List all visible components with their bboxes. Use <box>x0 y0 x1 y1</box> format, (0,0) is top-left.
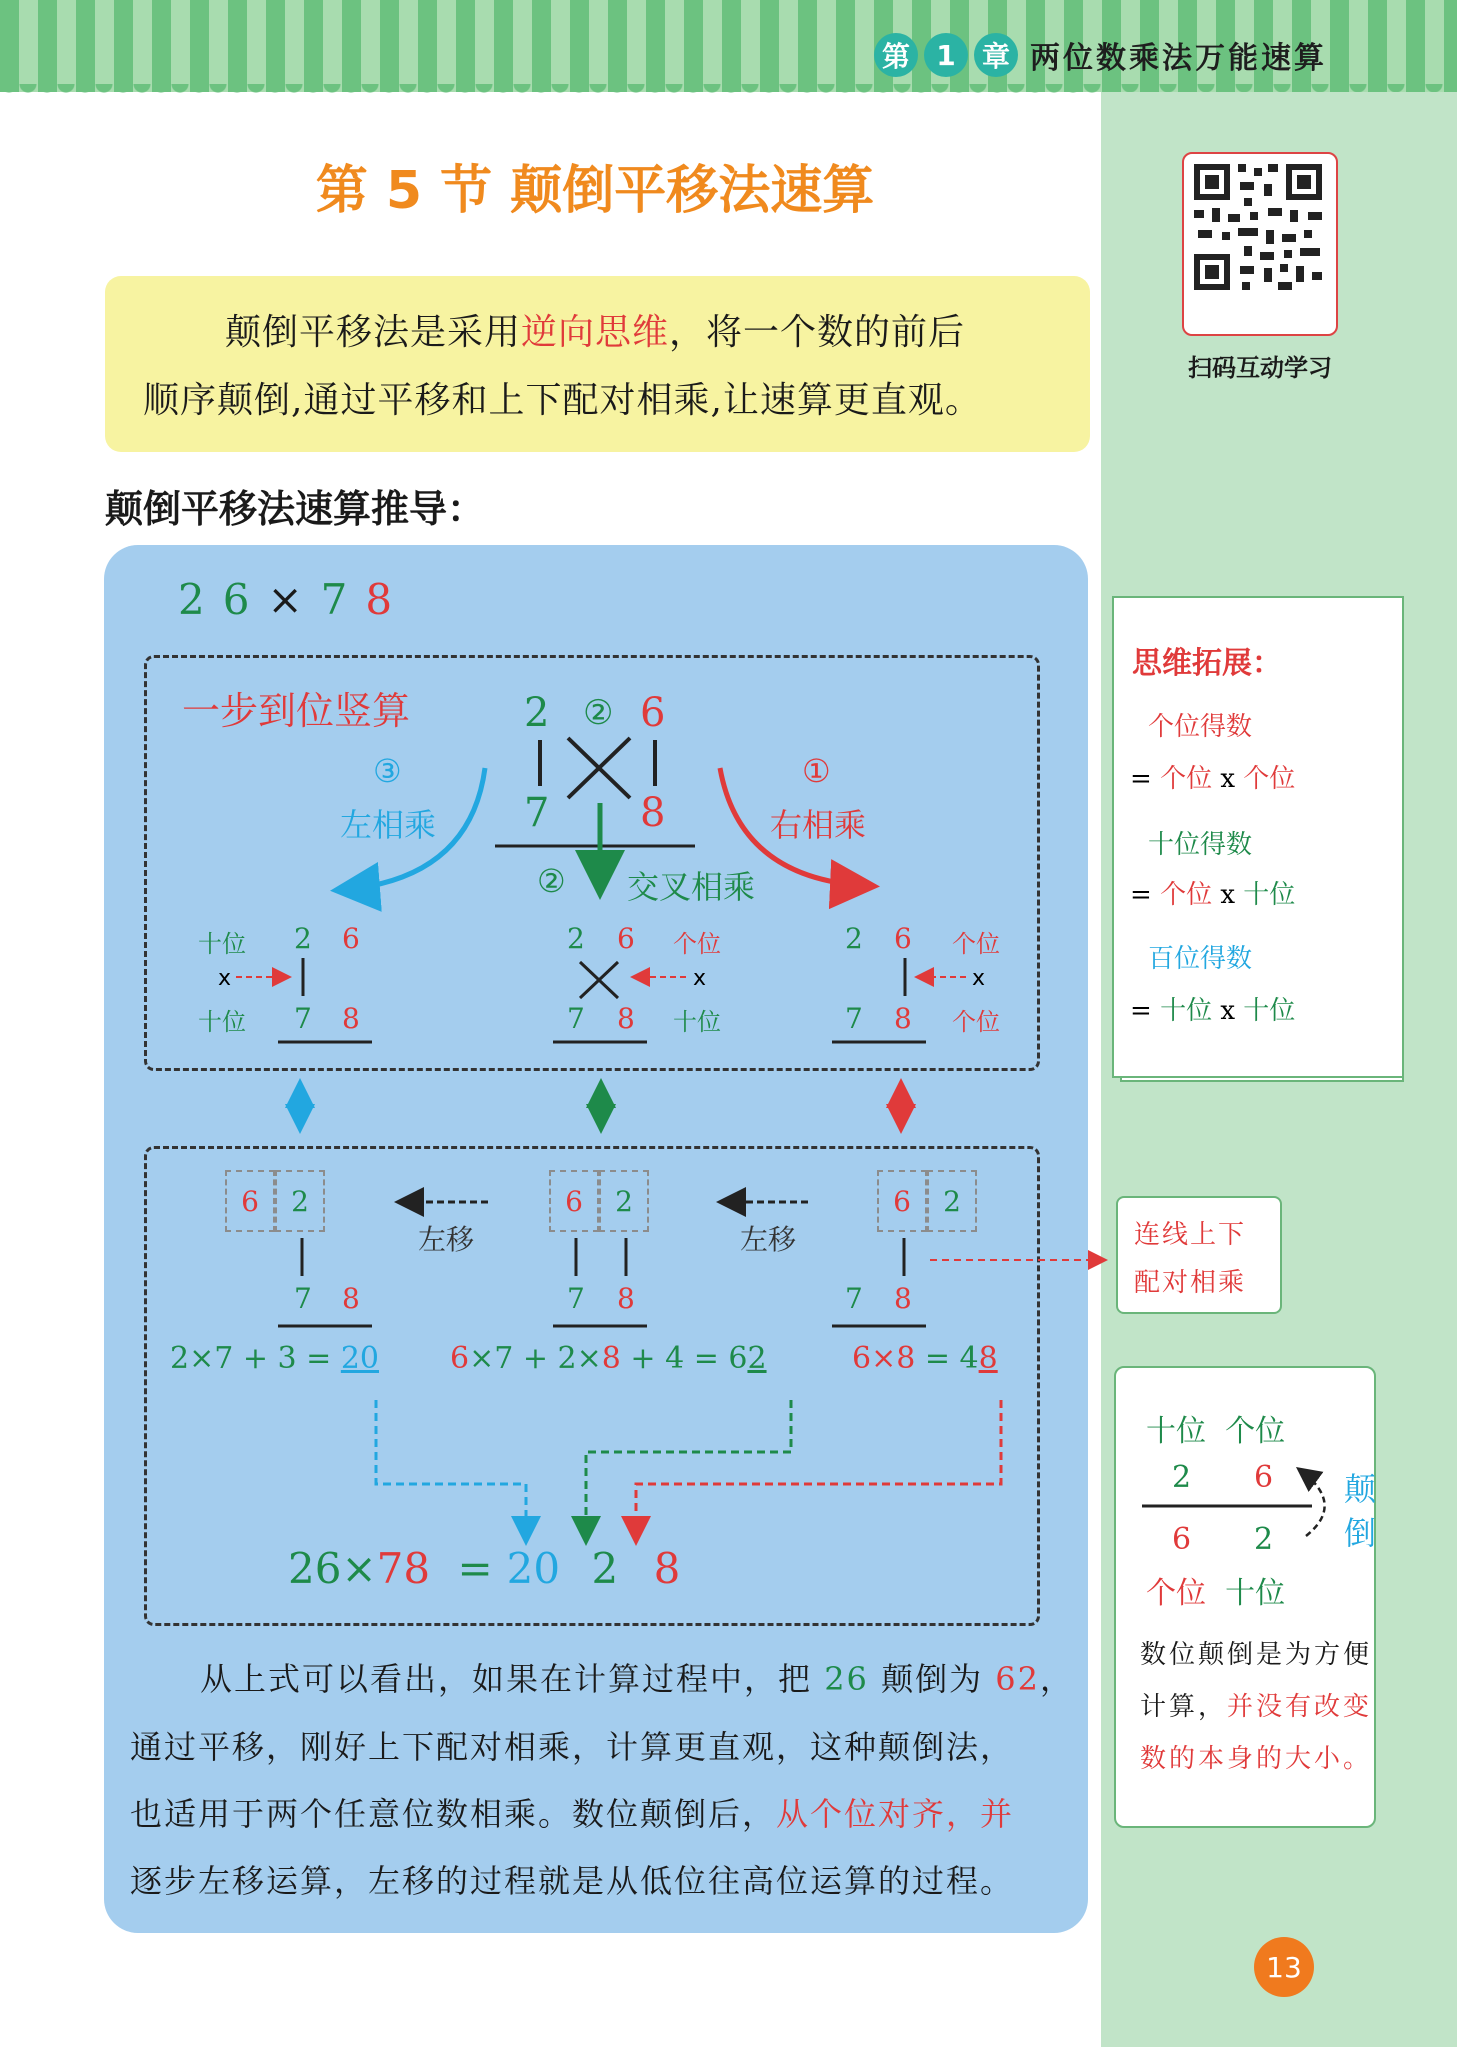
hundreds-result-label: 百位得数 <box>1148 944 1253 974</box>
digit: 6 <box>1254 1460 1274 1495</box>
formula-text: 十位 <box>1243 996 1296 1026</box>
intro-line-2: 顺序颠倒,通过平移和上下配对相乘,让速算更直观。 <box>143 380 982 421</box>
bottom-digit-ones: 8 <box>640 790 666 836</box>
digit: 26 <box>288 1544 342 1593</box>
formula-text: x <box>1212 996 1244 1026</box>
digit: 6 <box>342 922 360 955</box>
intro-text: ，将一个数的前后 <box>669 312 966 353</box>
tens-header: 十位 <box>1146 1414 1206 1449</box>
cross-multiply-label: 交叉相乘 <box>627 868 756 906</box>
multiply-x: x <box>218 966 232 991</box>
paragraph-number: 62 <box>995 1660 1040 1698</box>
formula-text: 十位 <box>1160 996 1213 1026</box>
derivation-heading: 颠倒平移法速算推导： <box>105 487 486 531</box>
paragraph-line-4: 逐步左移运算，左移的过程就是从低位往高位运算的过程。 <box>130 1862 1015 1900</box>
tens-label: 十位 <box>198 930 246 958</box>
multiply-x: x <box>693 966 707 991</box>
paragraph-text: ， <box>1039 1660 1074 1698</box>
result-tens: 2 <box>591 1544 619 1593</box>
multiply-x: x <box>972 966 986 991</box>
note-text: 计算， <box>1140 1692 1228 1722</box>
cross-step-marker: ② <box>583 693 614 733</box>
tens-label: 十位 <box>198 1008 246 1036</box>
reverse-note-1: 数位颠倒是为方便 <box>1140 1640 1373 1670</box>
digit: 7 <box>294 1282 312 1315</box>
top-digit-tens: 2 <box>524 690 550 736</box>
digit: 8 <box>617 1282 635 1315</box>
digit: 2 <box>1172 1460 1192 1495</box>
digit: 2 <box>567 922 585 955</box>
equation-text: 2×7 + 3 = <box>170 1341 341 1376</box>
top-digit-ones: 6 <box>640 690 666 736</box>
tip-card-title: 思维拓展： <box>1132 646 1282 681</box>
digit: 78 <box>376 1544 431 1593</box>
result-ones: 8 <box>653 1544 681 1593</box>
hundreds-formula <box>1130 990 1295 1027</box>
bottom-digit-tens: 7 <box>524 790 550 836</box>
reversed-digit-cell: 6 <box>877 1170 927 1232</box>
reverse-note-2 <box>1140 1686 1372 1723</box>
equation-text: = 4 <box>915 1341 979 1376</box>
digit: 8 <box>894 1002 912 1035</box>
tens-label: 十位 <box>673 1008 721 1036</box>
ones-footer: 个位 <box>1146 1576 1206 1611</box>
intro-text: 颠倒平移法是采用 <box>225 312 522 353</box>
times-sign: × <box>341 1544 377 1593</box>
digit: 6 <box>617 922 635 955</box>
pairing-line-1: 连线上下 <box>1134 1220 1247 1250</box>
reverse-char-2: 倒 <box>1344 1514 1377 1552</box>
equation-text: 6 <box>450 1341 470 1376</box>
formula-text: 个位 <box>1243 764 1296 794</box>
reversed-digit-cell: 2 <box>599 1170 649 1232</box>
tens-footer: 十位 <box>1225 1576 1286 1611</box>
digit: 7 <box>320 575 366 624</box>
equation-text: + 4 = 6 <box>620 1341 748 1376</box>
reverse-arrow <box>1114 1366 1372 1626</box>
times-sign: × <box>267 575 321 624</box>
cross-step-number: ② <box>537 862 566 900</box>
digit: 6 <box>894 922 912 955</box>
equation-result: 20 <box>340 1341 380 1376</box>
shift-left-label: 左移 <box>740 1223 797 1256</box>
formula-text: = <box>1130 764 1161 794</box>
reversed-digit-cell: 6 <box>549 1170 599 1232</box>
intro-highlight: 逆向思维 <box>521 312 670 353</box>
digit: 2 <box>178 575 223 624</box>
equation-text: 2× <box>557 1341 602 1376</box>
chapter-suffix: 章 <box>974 33 1018 77</box>
pairing-line-2: 配对相乘 <box>1134 1268 1247 1298</box>
paragraph-line-2: 通过平移，刚好上下配对相乘，计算更直观，这种颠倒法， <box>130 1728 1015 1766</box>
formula-text: 十位 <box>1243 880 1296 910</box>
chapter-prefix: 第 <box>874 33 918 77</box>
right-step-number: ① <box>802 752 831 790</box>
tip-card-thinking <box>1112 596 1404 1078</box>
formula-text: = <box>1130 880 1161 910</box>
ones-label: 个位 <box>673 930 721 958</box>
formula-text: x <box>1212 764 1244 794</box>
qr-caption: 扫码互动学习 <box>1188 354 1332 382</box>
reverse-note-3: 数的本身的大小。 <box>1140 1744 1373 1774</box>
digit: 8 <box>365 575 411 624</box>
shift-left-label: 左移 <box>418 1223 475 1256</box>
reversed-digit-cell: 6 <box>225 1170 275 1232</box>
equation-text: 8 <box>601 1341 621 1376</box>
digit: 7 <box>845 1282 863 1315</box>
right-multiply-label: 右相乘 <box>770 806 867 844</box>
ones-result-label: 个位得数 <box>1148 712 1253 742</box>
reversed-digit-cell: 2 <box>275 1170 325 1232</box>
paragraph-text: 从上式可以看出，如果在计算过程中，把 <box>200 1660 825 1698</box>
formula-text: = <box>1130 996 1161 1026</box>
page-number: 13 <box>1254 1937 1314 1997</box>
digit: 8 <box>342 1282 360 1315</box>
formula-text: x <box>1212 880 1244 910</box>
equation-result: 8 <box>978 1341 998 1376</box>
digit: 7 <box>567 1002 585 1035</box>
formula-text: 个位 <box>1160 764 1213 794</box>
digit: 8 <box>342 1002 360 1035</box>
chapter-number: 1 <box>924 33 968 77</box>
tens-result-label: 十位得数 <box>1148 830 1253 860</box>
left-multiply-label: 左相乘 <box>340 806 437 844</box>
equation-text: 6×8 <box>852 1341 916 1376</box>
vertical-method-label: 一步到位竖算 <box>182 689 411 733</box>
equals-sign: = <box>457 1544 493 1593</box>
digit: 6 <box>1172 1522 1192 1557</box>
digit: 2 <box>1254 1522 1274 1557</box>
equation-text: ×7 + <box>469 1341 558 1376</box>
digit: 7 <box>845 1002 863 1035</box>
reversed-digit-cell: 2 <box>927 1170 977 1232</box>
ones-label: 个位 <box>952 930 1000 958</box>
digit: 7 <box>294 1002 312 1035</box>
ones-formula <box>1130 758 1295 795</box>
digit: 2 <box>845 922 863 955</box>
paragraph-text: 也适用于两个任意位数相乘。数位颠倒后， <box>130 1795 777 1833</box>
reverse-char-1: 颠 <box>1344 1470 1377 1508</box>
chapter-title: 两位数乘法万能速算 <box>1030 41 1327 76</box>
digit: 8 <box>617 1002 635 1035</box>
tens-formula <box>1130 874 1295 911</box>
digit: 7 <box>567 1282 585 1315</box>
paragraph-number: 26 <box>824 1660 869 1698</box>
paragraph-highlight: 从个位对齐，并 <box>776 1795 1015 1833</box>
equation-result: 2 <box>747 1341 767 1376</box>
formula-text: 个位 <box>1160 880 1213 910</box>
ones-label: 个位 <box>952 1008 1000 1036</box>
note-highlight: 并没有改变 <box>1227 1692 1373 1722</box>
digit: 8 <box>894 1282 912 1315</box>
left-step-number: ③ <box>373 752 402 790</box>
tip-card-pairing <box>1116 1196 1282 1314</box>
digit: 2 <box>294 922 312 955</box>
paragraph-text: 颠倒为 <box>868 1660 996 1698</box>
section-title: 第 5 节 颠倒平移法速算 <box>315 161 875 221</box>
digit: 6 <box>222 575 268 624</box>
result-hundreds: 20 <box>506 1544 561 1593</box>
ones-header: 个位 <box>1225 1414 1286 1449</box>
